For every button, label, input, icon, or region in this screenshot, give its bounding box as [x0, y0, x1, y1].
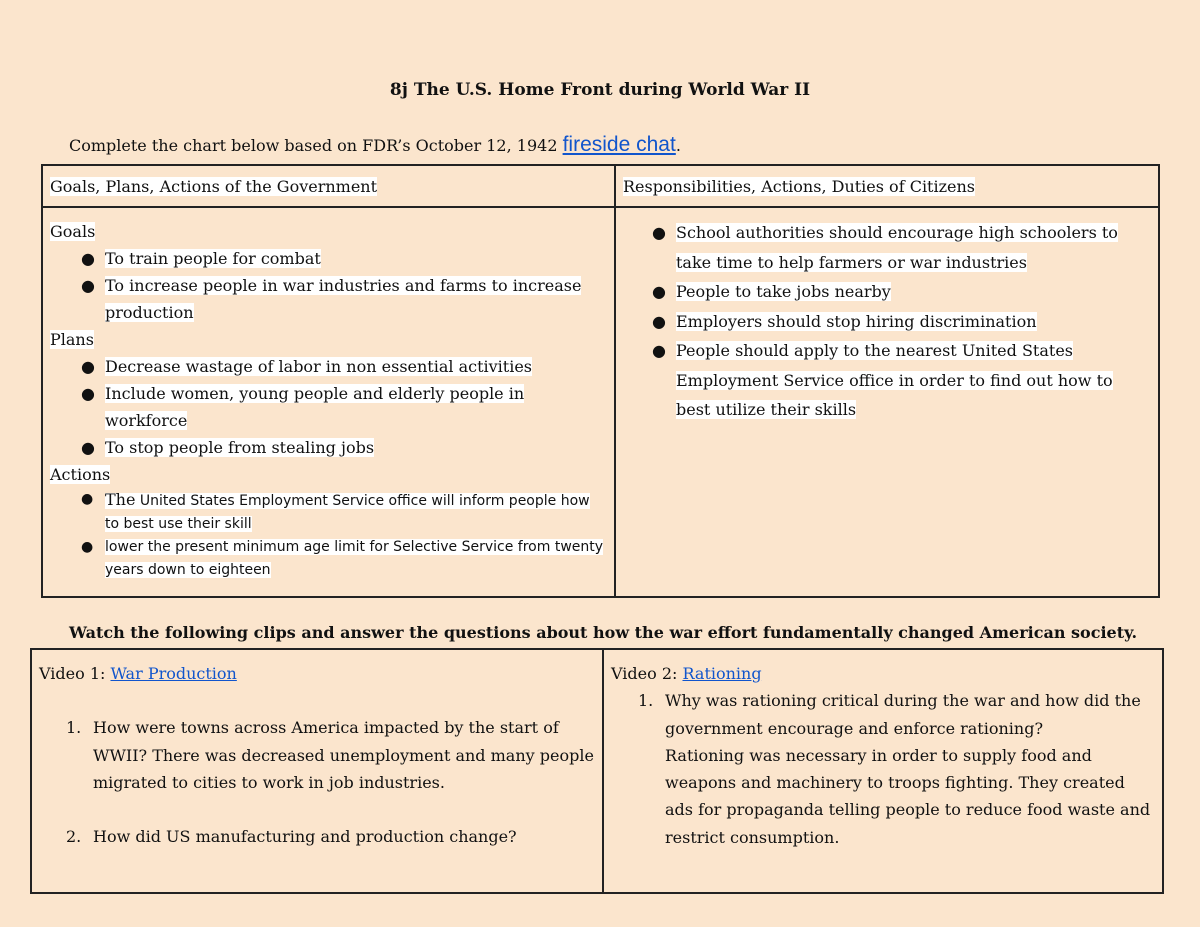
list-item: ● School authorities should encourage high schoolers to take time to help farmers or war industries — [650, 218, 1151, 277]
actions-list — [50, 488, 607, 582]
rationing-link[interactable]: Rationing — [682, 664, 762, 683]
list-item: ● Include women, young people and elderly people in workforce — [50, 380, 607, 434]
bullet-icon: ● — [81, 438, 95, 457]
list-item: 2. How did US manufacturing and production change? — [66, 827, 517, 847]
plans-heading: Plans — [50, 330, 94, 349]
list-item: 1. How were towns across America impacted by the start of WWII? There was decreased unemployment and many people migrated to cities to work in job industries. — [66, 718, 594, 792]
intro-line — [69, 133, 681, 157]
list-item: ● Decrease wastage of labor in non essential activities — [50, 353, 607, 380]
video-1-heading: Video 1: War Production — [39, 664, 237, 683]
answer-text: Rationing was necessary in order to supply food and weapons and machinery to troops fighting. They created ads for propaganda telling people to reduce food waste and restrict consumption. — [665, 745, 1151, 847]
bullet-icon: ● — [652, 282, 666, 301]
list-item: 1. Why was rationing critical during the war and how did the government encourage and enforce rationing? Rationing was necessary in order to supply food and weapons and machinery to troops fighting. They created ads for propaganda telling people to reduce food waste and restrict consumption. — [638, 691, 1151, 847]
fireside-chat-link[interactable]: fireside chat — [562, 133, 676, 156]
list-item: ● Employers should stop hiring discrimination — [650, 307, 1151, 337]
bullet-icon: ● — [81, 491, 94, 507]
list-item: ● To stop people from stealing jobs — [50, 434, 607, 461]
goals-list — [50, 245, 607, 326]
video-1-questions — [39, 714, 595, 850]
list-item: ● lower the present minimum age limit for Selective Service from twenty years down to eighteen — [50, 536, 607, 582]
bullet-icon: ● — [81, 357, 95, 376]
bullet-icon: ● — [652, 223, 666, 242]
watch-instructions: Watch the following clips and answer the questions about how the war effort fundamentally changed American society. — [69, 623, 1138, 642]
bullet-icon: ● — [81, 384, 95, 403]
video-2-questions — [611, 687, 1155, 851]
intro-text: Complete the chart below based on FDR’s October 12, 1942 — [69, 136, 563, 155]
page-title: 8j The U.S. Home Front during World War II — [389, 80, 811, 100]
citizens-list — [650, 218, 1151, 425]
video-2-cell — [603, 649, 1163, 893]
bullet-icon: ● — [81, 249, 95, 268]
video-2-heading: Video 2: Rationing — [611, 664, 762, 683]
videos-table — [30, 648, 1164, 894]
bullet-icon: ● — [652, 341, 666, 360]
goals-chart-table — [41, 164, 1160, 598]
intro-period: . — [675, 136, 681, 155]
goals-heading: Goals — [50, 222, 96, 241]
citizens-cell — [615, 207, 1159, 597]
list-item: ● To train people for combat — [50, 245, 607, 272]
government-cell — [42, 207, 615, 597]
list-item: ● To increase people in war industries and farms to increase production — [50, 272, 607, 326]
war-production-link[interactable]: War Production — [110, 664, 237, 683]
list-item: ● People should apply to the nearest United States Employment Service office in order to find out how to best utilize their skills — [650, 336, 1151, 425]
bullet-icon: ● — [81, 276, 95, 295]
bullet-icon: ● — [652, 311, 666, 331]
header-government: Goals, Plans, Actions of the Government — [42, 165, 615, 207]
header-citizens: Responsibilities, Actions, Duties of Citizens — [615, 165, 1159, 207]
list-item: ● The United States Employment Service office will inform people how to best use their skill — [81, 490, 590, 532]
bullet-icon: ● — [81, 539, 94, 555]
video-1-cell — [31, 649, 603, 893]
plans-list — [50, 353, 607, 461]
actions-heading: Actions — [50, 465, 111, 484]
list-item: ● People to take jobs nearby — [650, 277, 1151, 307]
